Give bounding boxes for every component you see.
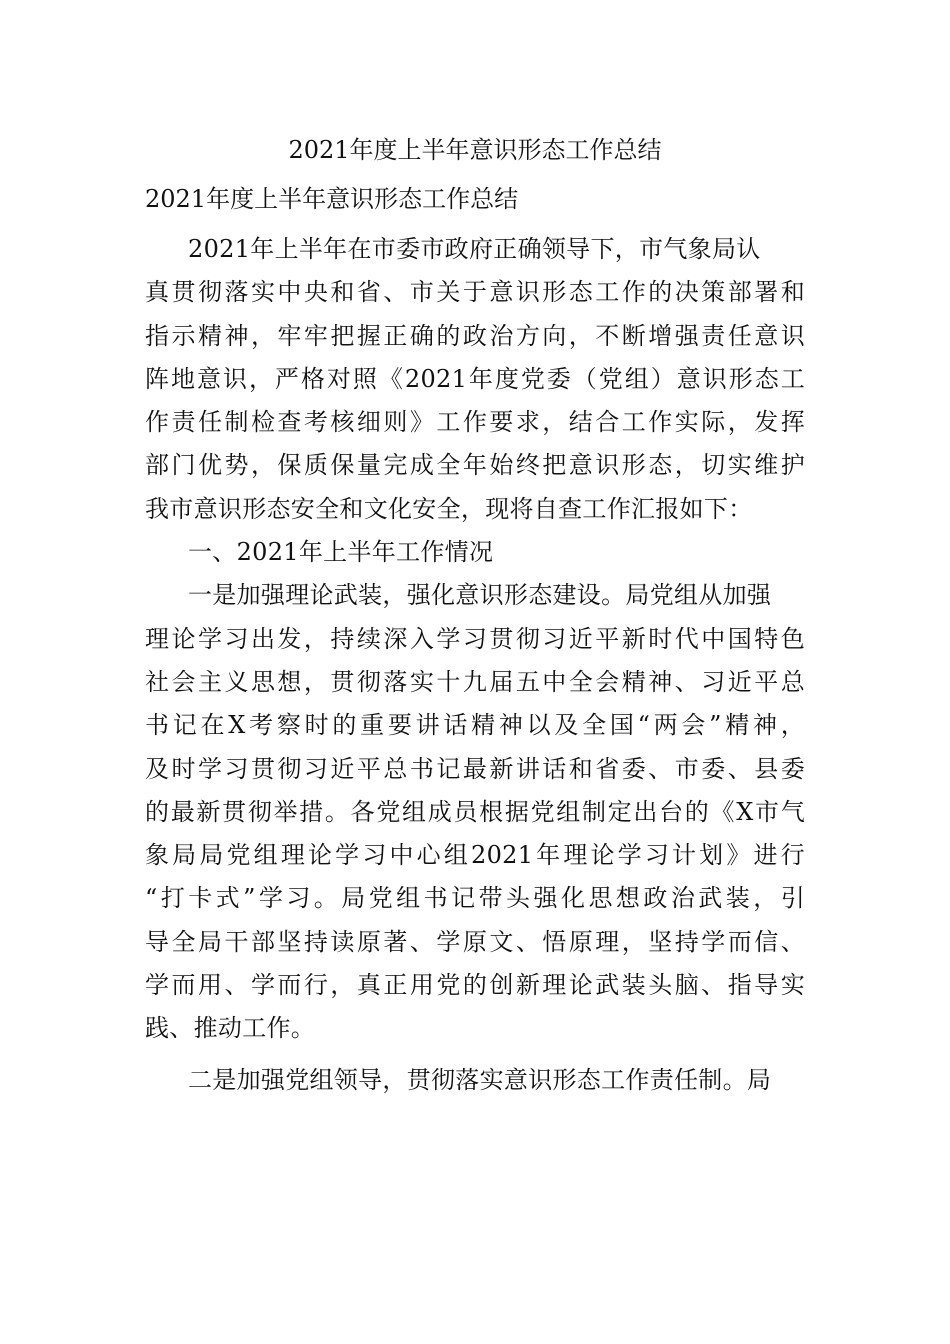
paragraph-line: 象局局党组理论学习中心组2021年理论学习计划》进行 <box>145 841 805 870</box>
paragraph-line: 我市意识形态安全和文化安全，现将自查工作汇报如下： <box>145 494 753 523</box>
paragraph-line: 指示精神，牢牢把握正确的政治方向，不断增强责任意识 <box>145 321 805 350</box>
paragraph-line: 一是加强理论武装，强化意识形态建设。局党组从加强 <box>188 581 772 610</box>
paragraph-line: 部门优势，保质保量完成全年始终把意识形态，切实维护 <box>145 451 805 480</box>
paragraph-line: 导全局干部坚持读原著、学原文、悟原理，坚持学而信、 <box>145 927 805 956</box>
paragraph-line: 书记在X考察时的重要讲话精神以及全国“两会”精神， <box>145 711 805 740</box>
paragraph-line: 二是加强党组领导，贯彻落实意识形态工作责任制。局 <box>188 1065 772 1094</box>
section-heading: 一、2021年上半年工作情况 <box>188 538 494 567</box>
paragraph-line: 学而用、学而行，真正用党的创新理论武装头脑、指导实 <box>145 971 805 1000</box>
paragraph-line: “打卡式”学习。局党组书记带头强化思想政治武装，引 <box>145 884 805 913</box>
paragraph-line: 社会主义思想，贯彻落实十九届五中全会精神、习近平总 <box>145 667 805 696</box>
paragraph-gap <box>145 1051 805 1059</box>
document-body <box>145 228 805 1102</box>
paragraph-line: 践、推动工作。 <box>145 1014 316 1043</box>
document-title: 2021年度上半年意识形态工作总结 <box>288 136 662 164</box>
paragraph-line: 及时学习贯彻习近平总书记最新讲话和省委、市委、县委 <box>145 754 805 783</box>
document-subtitle: 2021年度上半年意识形态工作总结 <box>145 185 519 213</box>
paragraph-line: 作责任制检查考核细则》工作要求，结合工作实际，发挥 <box>145 408 805 437</box>
paragraph-line: 阵地意识，严格对照《2021年度党委（党组）意识形态工 <box>145 364 805 393</box>
paragraph-line: 2021年上半年在市委市政府正确领导下，市气象局认 <box>188 235 761 263</box>
paragraph-line: 的最新贯彻举措。各党组成员根据党组制定出台的《X市气 <box>145 797 805 826</box>
paragraph-line: 理论学习出发，持续深入学习贯彻习近平新时代中国特色 <box>145 624 805 653</box>
paragraph-line: 真贯彻落实中央和省、市关于意识形态工作的决策部署和 <box>145 278 805 307</box>
